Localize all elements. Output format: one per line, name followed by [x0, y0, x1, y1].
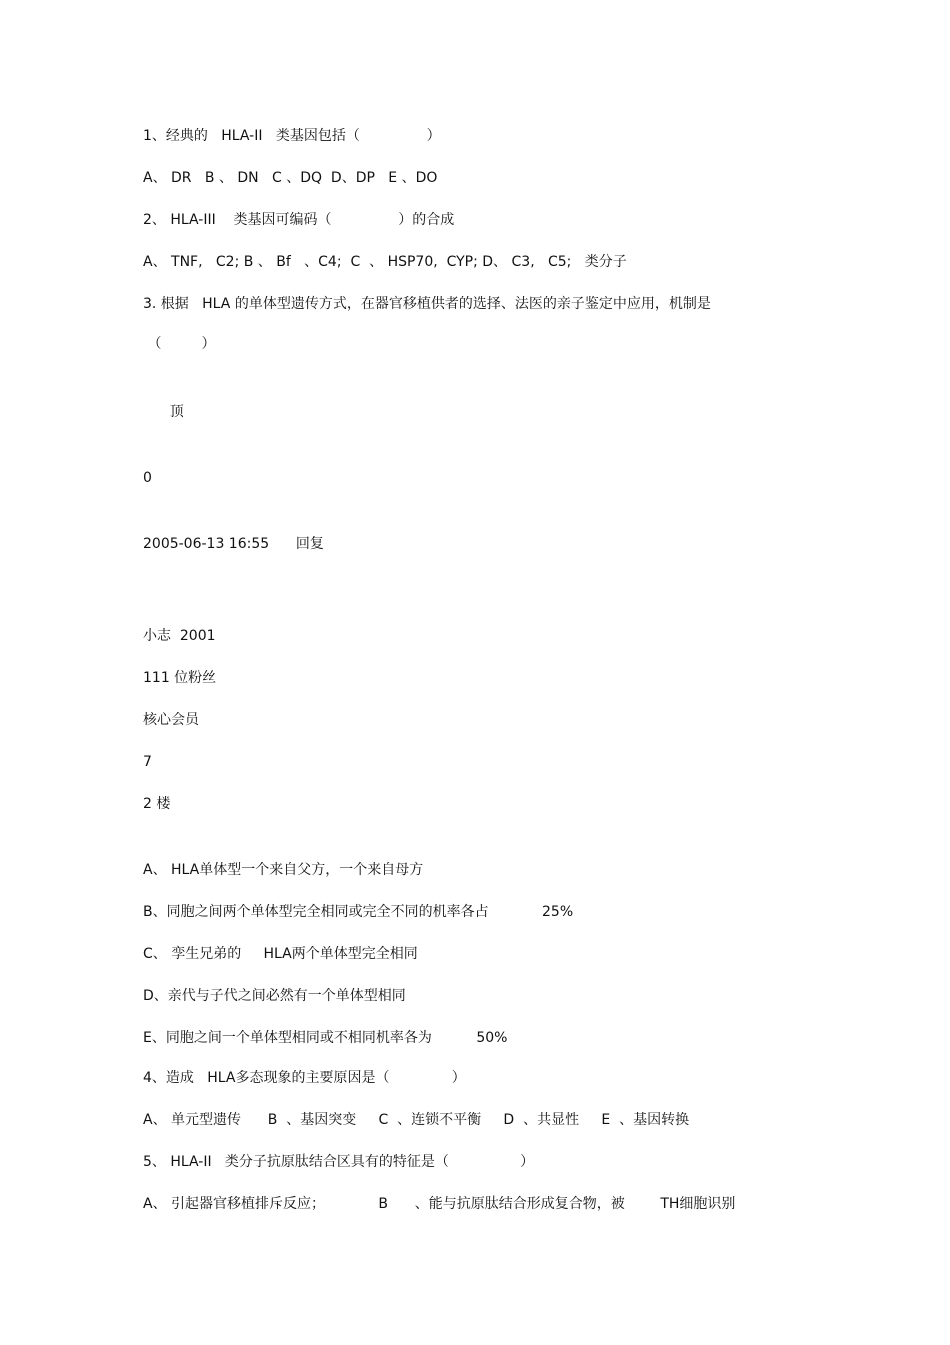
question-3-option-a: A、 HLA单体型一个来自父方，一个来自母方	[143, 862, 424, 878]
question-5-text: 5、 HLA-II 类分子抗原肽结合区具有的特征是（ ）	[143, 1154, 535, 1170]
question-1-options: A、 DR B 、 DN C 、DQ D、DP E 、DO	[143, 170, 438, 186]
top-label: 顶	[143, 404, 184, 420]
question-3-option-c: C、 孪生兄弟的 HLA两个单体型完全相同	[143, 946, 418, 962]
question-1-text: 1、经典的 HLA-II 类基因包括（ ）	[143, 128, 441, 144]
post-timestamp-reply: 2005-06-13 16:55 回复	[143, 536, 324, 552]
question-3-option-b: B、同胞之间两个单体型完全相同或完全不同的机率各占 25%	[143, 904, 574, 920]
question-4-text: 4、造成 HLA多态现象的主要原因是（ ）	[143, 1070, 466, 1086]
username: 小志 2001	[143, 628, 216, 644]
question-3-option-d: D、亲代与子代之间必然有一个单体型相同	[143, 988, 406, 1004]
reply-count: 0	[143, 470, 152, 486]
question-2-text: 2、 HLA-III 类基因可编码（ ）的合成	[143, 212, 455, 228]
member-rank: 核心会员	[143, 712, 199, 728]
question-2-options: A、 TNF, C2; B 、 Bf 、C4; C 、 HSP70, CYP; D、 C3, C5; 类分子	[143, 254, 627, 270]
floor-number: 2 楼	[143, 796, 171, 812]
user-level: 7	[143, 754, 152, 770]
question-3-text: 3. 根据 HLA 的单体型遗传方式，在器官移植供者的选择、法医的亲子鉴定中应用，机制是	[143, 296, 711, 312]
question-4-options: A、 单元型遗传 B 、基因突变 C 、连锁不平衡 D 、共显性 E 、基因转换	[143, 1112, 690, 1128]
question-3-option-e: E、同胞之间一个单体型相同或不相同机率各为 50%	[143, 1030, 508, 1046]
question-3-blank: （ ）	[143, 336, 216, 352]
follower-count: 111 位粉丝	[143, 670, 217, 686]
question-5-options: A、 引起器官移植排斥反应； B 、能与抗原肽结合形成复合物，被 TH细胞识别	[143, 1196, 736, 1212]
